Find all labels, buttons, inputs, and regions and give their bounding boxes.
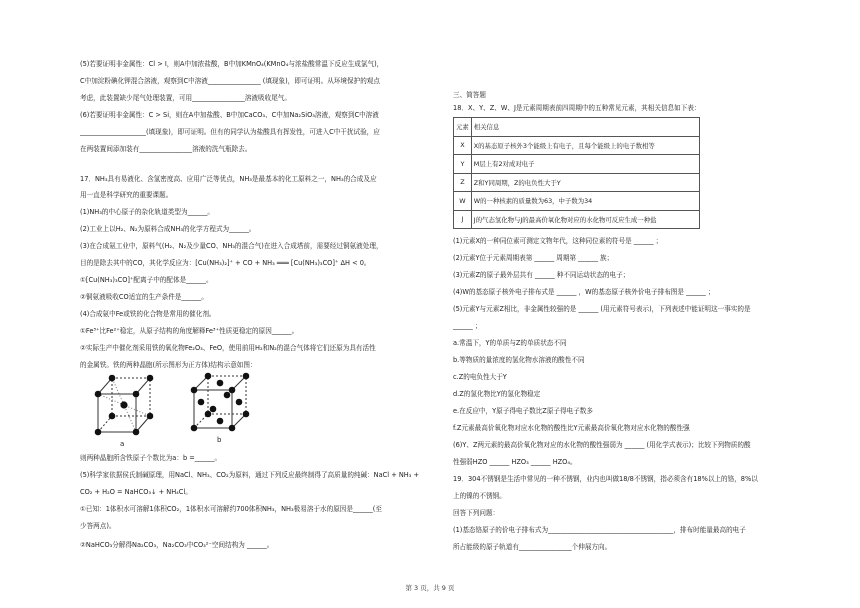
text-line: (1)元素X的一种同位素可测定文物年代，这种同位素的符号是 ______ ； [453, 237, 663, 245]
table-row [454, 173, 700, 192]
text-line: ①Fe³⁺比Fe²⁺稳定，从原子结构的角度解释Fe³⁺性质更稳定的原因______。 [80, 327, 299, 335]
table-cell: M层上有2对成对电子 [471, 155, 699, 174]
option-e: e.在反应中，Y原子得电子数比Z原子得电子数多 [453, 407, 593, 415]
text-line: 在两装置间添加装有________________溶液的洗气瓶除去。 [80, 145, 252, 153]
table-cell: Z [454, 173, 472, 192]
crystal-cell-a-figure [94, 372, 156, 438]
question-17-intro: 17．NH₃具有易液化、含氢密度高、应用广泛等优点，NH₃是最基本的化工原料之一，NH₃的合成及应 [80, 175, 377, 183]
text-line: (6)Y、Z两元素的最高价氧化物对应的水化物的酸性强弱为 ______ (用化学式表示)；比较下列物质的酸 [453, 441, 751, 449]
text-line: (1)基态铬原子的价电子排布式为______________________________________，排布时能量最高的电子 [453, 526, 746, 534]
text-line: ______ ； [453, 322, 482, 330]
element-info-table [453, 117, 700, 229]
text-line: ①已知：1体积水可溶解1体积CO₂，1体积水可溶解约700体积NH₃，NH₃极易溶于水的原因是______(至 [80, 505, 382, 513]
table-row [454, 210, 700, 229]
option-f: f.Z元素最高价氧化物对应水化物的酸性比Y元素最高价氧化物对应水化物的酸性强 [453, 424, 690, 432]
text-line: ____________________(填现象)，即可证明。但有的同学认为盐酸具有挥发性，可进入C中干扰试验，应 [80, 128, 380, 136]
table-row [454, 136, 700, 155]
option-a: a.常温下，Y的单质与Z的单质状态不同 [453, 339, 567, 347]
text-line: ②铜氨液吸收CO适宜的生产条件是______。 [80, 293, 208, 301]
text-line: (3)在合成氨工业中，原料气(H₂、N₂及少量CO、NH₃的混合气)在进入合成塔前，需要经过铜氨液处理， [80, 242, 383, 250]
text-line: 性强弱HZO ______ HZO₃ ______ HZO₄。 [453, 458, 577, 466]
table-cell: W [454, 192, 472, 211]
text-line: 少答两点)。 [80, 522, 116, 530]
option-c: c.Z的电负性大于Y [453, 373, 507, 381]
text-line: 回答下列问题： [453, 509, 500, 517]
text-line: (1)NH₃的中心原子的杂化轨道类型为______。 [80, 208, 214, 216]
text-line: 所占能级的原子轨道有________________个伸展方向。 [453, 543, 612, 551]
figure-label-a: a [120, 440, 125, 448]
text-line: (5)科学家依据侯氏制碱原理，用NaCl、NH₃、CO₂为原料，通过下列反应最终制得了高质量的纯碱：NaCl + NH₃ + [80, 471, 419, 479]
text-line: 用一直是科学研究的重要课题。 [80, 191, 173, 199]
table-header-cell: 相关信息 [471, 118, 699, 137]
page-footer: 第 3 页，共 9 页 [405, 584, 455, 592]
table-cell: Z和Y同周期，Z的电负性大于Y [471, 173, 699, 192]
text-line: 上的镍的不锈钢。 [453, 492, 506, 500]
text-line: (4)W的基态原子核外电子排布式是 ______ ，W的基态原子核外价电子排布图是 ______ ； [453, 288, 715, 296]
text-line: ①[Cu(NH₃)₃CO]⁺配离子中的配体是______。 [80, 276, 213, 284]
crystal-cell-b-figure [190, 372, 252, 434]
text-line: (3)元素Z的原子最外层共有 ______ 种不同运动状态的电子； [453, 271, 630, 279]
question-18-intro: 18．X、Y、Z、W、J是元素周期表前四周期中的五种常见元素，其相关信息如下表： [453, 104, 701, 112]
text-line: 的金属铁。铁的两种晶胞(所示图形为正方体)结构示意如图： [80, 361, 257, 369]
table-cell: X的基态原子核外3个能级上有电子，且每个能级上的电子数相等 [471, 136, 699, 155]
table-header-cell: 元素 [454, 118, 472, 137]
section-heading: 三、简答题 [453, 91, 486, 99]
table-cell: J的气态氢化物与J的最高价氧化物对应的水化物可反应生成一种盐 [471, 210, 699, 229]
table-row [454, 192, 700, 211]
option-b: b.等物质的量浓度的氢化物水溶液的酸性不同 [453, 356, 585, 364]
table-cell: Y [454, 155, 472, 174]
text-line: (2)工业上以H₂、N₂为原料合成NH₃的化学方程式为______。 [80, 225, 256, 233]
text-line: 考虑，此装置缺少尾气处理装置，可用________________溶液吸收尾气。 [80, 94, 291, 102]
table-row [454, 155, 700, 174]
figure-label-b: b [217, 436, 222, 444]
text-line: C中加淀粉碘化钾混合溶液，观察到C中溶液________________ (填现象)，即可证明。从环境保护的观点 [80, 77, 380, 85]
text-line: (5)元素Y与元素Z相比，非金属性较强的是 ______ (用元素符号表示)，下列表述中能证明这一事实的是 [453, 305, 751, 313]
text-line: CO₂ + H₂O = NaHCO₃↓ + NH₄Cl。 [80, 488, 192, 496]
text-line: (2)元素Y位于元素周期表第 ______ 周期第 ______ 族； [453, 254, 614, 262]
question-19-intro: 19．304不锈钢是生活中常见的一种不锈钢，业内也叫做18/8不锈钢，指必须含有18%以上的铬，8%以 [453, 475, 758, 483]
text-line: (4)合成氨中Fe或铁的化合物是常用的催化剂。 [80, 310, 216, 318]
option-d: d.Z的氢化物比Y的氢化物稳定 [453, 390, 541, 398]
table-cell: W的一种核素的质量数为63，中子数为34 [471, 192, 699, 211]
text-line: (5)若要证明非金属性：Cl > I，则A中加浓盐酸，B中加KMnO₄(KMnO₄与浓盐酸常温下反应生成氯气)， [80, 60, 384, 68]
table-cell: X [454, 136, 472, 155]
text-line: 目的是除去其中的CO，其化学反应为：[Cu(NH₃)₂]⁺ + CO + NH₃ ═══ [Cu(NH₃)₃CO]⁺ ΔH < 0。 [80, 259, 371, 267]
text-line: ②实际生产中催化剂采用铁的氧化物Fe₂O₃、FeO，使用前用H₂和N₂的混合气体将它们还原为具有活性 [80, 344, 376, 352]
table-cell: J [454, 210, 472, 229]
text-line: (6)若要证明非金属性：C > Si，则在A中加盐酸、B中加CaCO₃、C中加Na₂SiO₃溶液，观察到C中溶液 [80, 111, 379, 119]
text-line: ②NaHCO₃分解得Na₂CO₃，Na₂CO₃中CO₃²⁻空间结构为 ______。 [80, 541, 274, 549]
table-header-row [454, 118, 700, 137]
text-line: 则两种晶胞所含铁原子个数比为a：b =______。 [80, 454, 222, 462]
